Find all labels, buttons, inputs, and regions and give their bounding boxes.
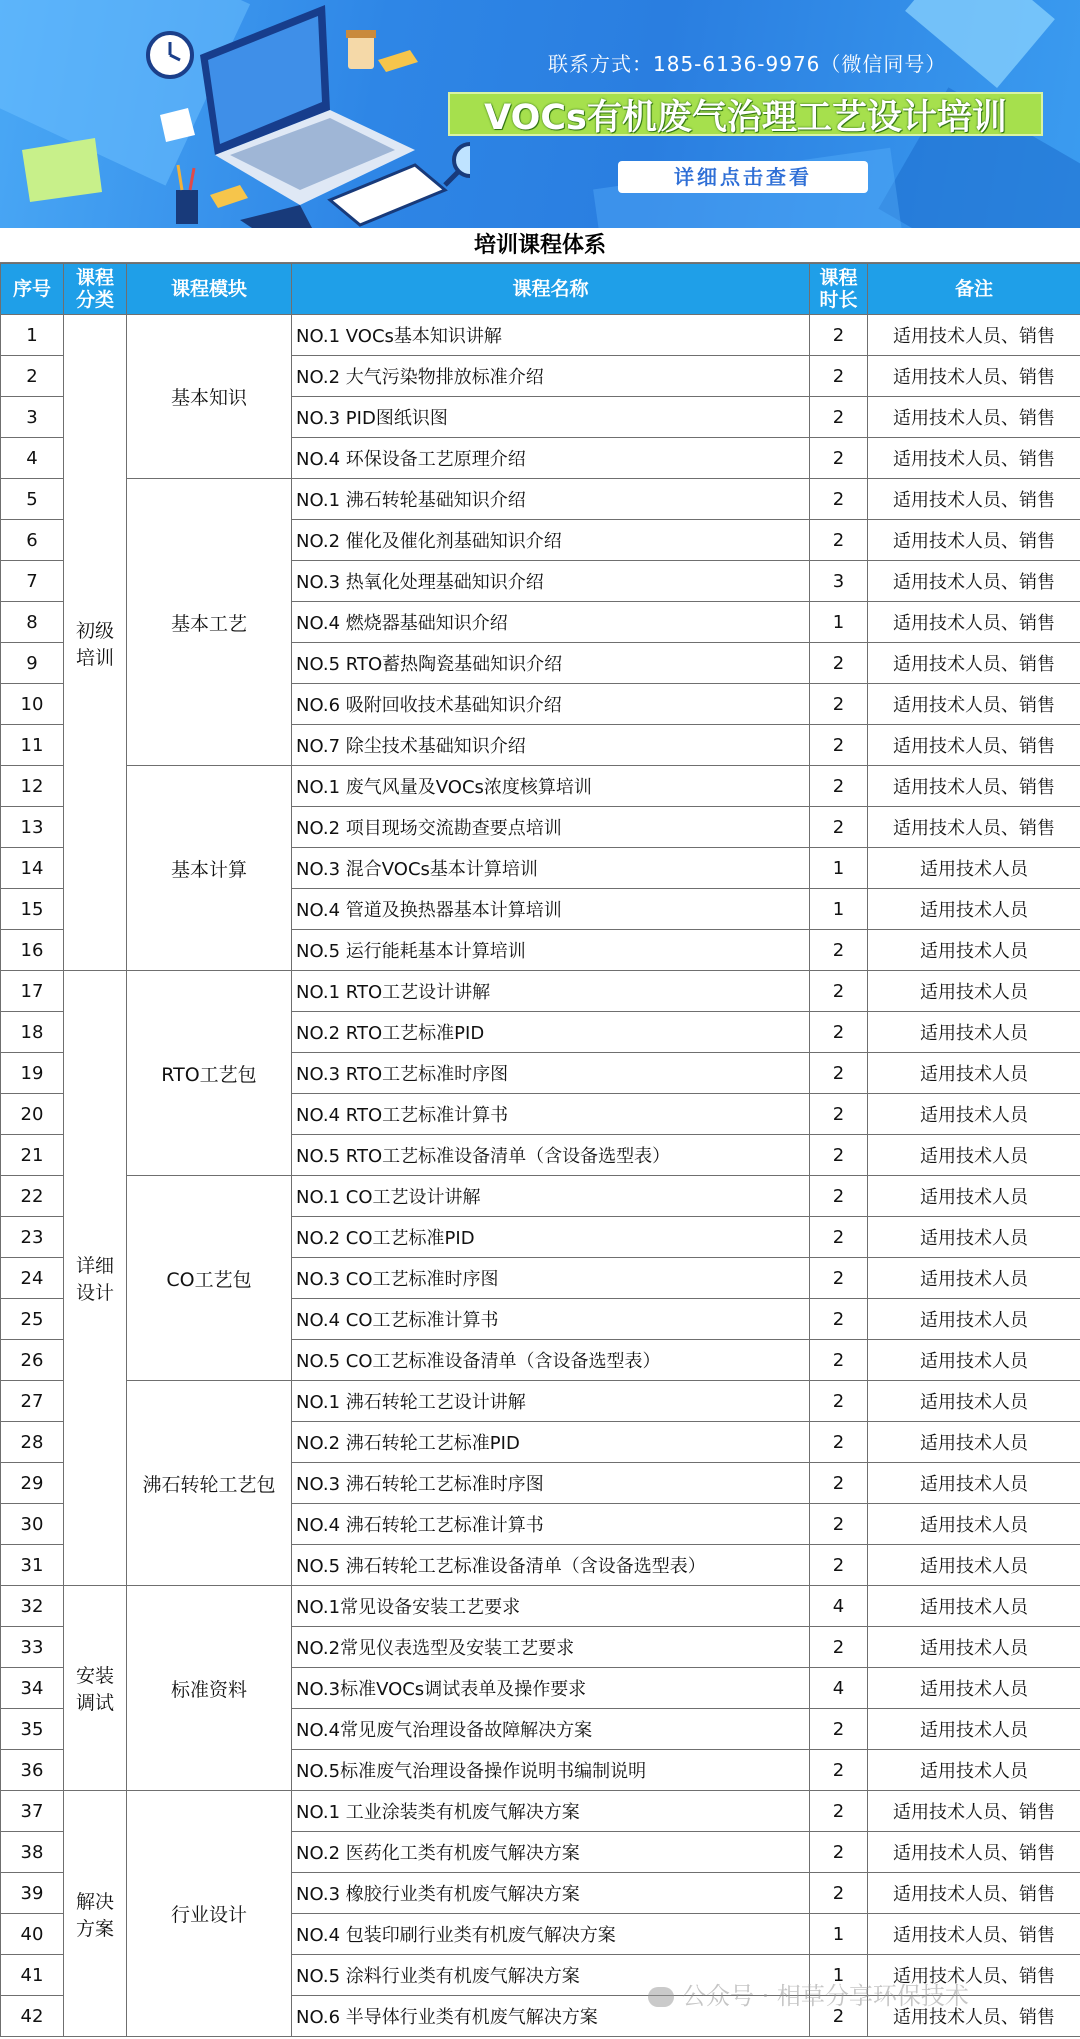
course-remark: 适用技术人员、销售	[868, 397, 1080, 438]
category-cell: 安装调试	[64, 1586, 127, 1791]
course-duration: 2	[810, 643, 868, 684]
course-duration: 2	[810, 397, 868, 438]
table-row	[1, 315, 1080, 356]
course-remark: 适用技术人员	[868, 1750, 1080, 1791]
table-row	[1, 766, 1080, 807]
row-number: 41	[1, 1955, 64, 1996]
course-duration: 2	[810, 1217, 868, 1258]
course-name: NO.1 VOCs基本知识讲解	[292, 315, 810, 356]
module-cell: CO工艺包	[127, 1176, 292, 1381]
course-duration: 2	[810, 1176, 868, 1217]
row-number: 29	[1, 1463, 64, 1504]
header-category: 课程分类	[64, 264, 127, 315]
course-name: NO.4 CO工艺标准计算书	[292, 1299, 810, 1340]
course-name: NO.3 PID图纸识图	[292, 397, 810, 438]
course-name: NO.1 RTO工艺设计讲解	[292, 971, 810, 1012]
course-name: NO.1 沸石转轮工艺设计讲解	[292, 1381, 810, 1422]
table-body	[1, 315, 1080, 2037]
course-remark: 适用技术人员	[868, 1135, 1080, 1176]
course-remark: 适用技术人员、销售	[868, 1832, 1080, 1873]
course-remark: 适用技术人员	[868, 930, 1080, 971]
module-cell: 基本知识	[127, 315, 292, 479]
row-number: 7	[1, 561, 64, 602]
course-duration: 2	[810, 725, 868, 766]
contact-info: 联系方式：185-6136-9976（微信同号）	[548, 52, 947, 76]
course-name: NO.1 CO工艺设计讲解	[292, 1176, 810, 1217]
course-remark: 适用技术人员、销售	[868, 356, 1080, 397]
course-duration: 2	[810, 1791, 868, 1832]
table-row	[1, 1586, 1080, 1627]
course-table	[0, 263, 1080, 2037]
course-duration: 2	[810, 1750, 868, 1791]
course-name: NO.5 RTO工艺标准设备清单（含设备选型表）	[292, 1135, 810, 1176]
course-duration: 2	[810, 1545, 868, 1586]
course-name: NO.4常见废气治理设备故障解决方案	[292, 1709, 810, 1750]
row-number: 37	[1, 1791, 64, 1832]
header-name: 课程名称	[292, 264, 810, 315]
course-remark: 适用技术人员、销售	[868, 315, 1080, 356]
row-number: 34	[1, 1668, 64, 1709]
row-number: 9	[1, 643, 64, 684]
watermark	[648, 1976, 969, 2011]
row-number: 28	[1, 1422, 64, 1463]
course-duration: 2	[810, 1299, 868, 1340]
course-name: NO.4 包装印刷行业类有机废气解决方案	[292, 1914, 810, 1955]
row-number: 32	[1, 1586, 64, 1627]
course-remark: 适用技术人员、销售	[868, 1955, 1080, 1996]
course-duration: 2	[810, 1258, 868, 1299]
course-remark: 适用技术人员	[868, 1340, 1080, 1381]
row-number: 23	[1, 1217, 64, 1258]
course-duration: 2	[810, 766, 868, 807]
course-name: NO.1 工业涂装类有机废气解决方案	[292, 1791, 810, 1832]
course-remark: 适用技术人员、销售	[868, 561, 1080, 602]
row-number: 38	[1, 1832, 64, 1873]
course-duration: 3	[810, 561, 868, 602]
course-duration: 1	[810, 1914, 868, 1955]
course-duration: 4	[810, 1668, 868, 1709]
row-number: 6	[1, 520, 64, 561]
table-header-row	[1, 264, 1080, 315]
wechat-icon	[648, 1987, 674, 2007]
course-name: NO.2 RTO工艺标准PID	[292, 1012, 810, 1053]
category-cell: 详细设计	[64, 971, 127, 1586]
course-remark: 适用技术人员	[868, 1381, 1080, 1422]
course-remark: 适用技术人员、销售	[868, 766, 1080, 807]
course-remark: 适用技术人员	[868, 1504, 1080, 1545]
course-remark: 适用技术人员、销售	[868, 602, 1080, 643]
row-number: 17	[1, 971, 64, 1012]
course-name: NO.1常见设备安装工艺要求	[292, 1586, 810, 1627]
course-duration: 2	[810, 971, 868, 1012]
module-cell: RTO工艺包	[127, 971, 292, 1176]
course-remark: 适用技术人员	[868, 1176, 1080, 1217]
course-name: NO.6 吸附回收技术基础知识介绍	[292, 684, 810, 725]
row-number: 25	[1, 1299, 64, 1340]
module-cell: 标准资料	[127, 1586, 292, 1791]
table-title: 培训课程体系	[0, 228, 1080, 263]
course-name: NO.6 半导体行业类有机废气解决方案	[292, 1996, 810, 2037]
course-remark: 适用技术人员、销售	[868, 479, 1080, 520]
row-number: 2	[1, 356, 64, 397]
course-duration: 1	[810, 889, 868, 930]
row-number: 8	[1, 602, 64, 643]
category-cell: 解决方案	[64, 1791, 127, 2037]
course-name: NO.2 沸石转轮工艺标准PID	[292, 1422, 810, 1463]
header-duration: 课程时长	[810, 264, 868, 315]
course-duration: 2	[810, 1094, 868, 1135]
course-duration: 2	[810, 1832, 868, 1873]
table-row	[1, 1176, 1080, 1217]
course-name: NO.4 管道及换热器基本计算培训	[292, 889, 810, 930]
row-number: 33	[1, 1627, 64, 1668]
row-number: 39	[1, 1873, 64, 1914]
course-remark: 适用技术人员	[868, 848, 1080, 889]
course-duration: 1	[810, 848, 868, 889]
row-number: 31	[1, 1545, 64, 1586]
view-details-button[interactable]: 详细点击查看	[618, 161, 868, 193]
course-name: NO.2 项目现场交流勘查要点培训	[292, 807, 810, 848]
course-name: NO.5 RTO蓄热陶瓷基础知识介绍	[292, 643, 810, 684]
course-duration: 2	[810, 1135, 868, 1176]
course-remark: 适用技术人员	[868, 1258, 1080, 1299]
course-remark: 适用技术人员、销售	[868, 807, 1080, 848]
row-number: 19	[1, 1053, 64, 1094]
course-remark: 适用技术人员、销售	[868, 438, 1080, 479]
row-number: 5	[1, 479, 64, 520]
course-remark: 适用技术人员、销售	[868, 1791, 1080, 1832]
course-name: NO.3 CO工艺标准时序图	[292, 1258, 810, 1299]
row-number: 13	[1, 807, 64, 848]
header-no: 序号	[1, 264, 64, 315]
course-remark: 适用技术人员	[868, 1668, 1080, 1709]
row-number: 10	[1, 684, 64, 725]
banner[interactable]	[0, 0, 1080, 228]
row-number: 22	[1, 1176, 64, 1217]
course-duration: 2	[810, 930, 868, 971]
module-cell: 沸石转轮工艺包	[127, 1381, 292, 1586]
course-name: NO.1 废气风量及VOCs浓度核算培训	[292, 766, 810, 807]
row-number: 40	[1, 1914, 64, 1955]
course-name: NO.2 医药化工类有机废气解决方案	[292, 1832, 810, 1873]
header-remark: 备注	[868, 264, 1080, 315]
laptop-illustration	[0, 0, 470, 228]
course-remark: 适用技术人员	[868, 1299, 1080, 1340]
course-duration: 2	[810, 807, 868, 848]
course-name: NO.5 涂料行业类有机废气解决方案	[292, 1955, 810, 1996]
row-number: 21	[1, 1135, 64, 1176]
course-duration: 2	[810, 1053, 868, 1094]
course-remark: 适用技术人员	[868, 1545, 1080, 1586]
row-number: 26	[1, 1340, 64, 1381]
course-remark: 适用技术人员	[868, 1627, 1080, 1668]
course-duration: 1	[810, 1955, 868, 1996]
course-remark: 适用技术人员、销售	[868, 1873, 1080, 1914]
row-number: 36	[1, 1750, 64, 1791]
course-duration: 2	[810, 1873, 868, 1914]
course-duration: 2	[810, 1996, 868, 2037]
course-duration: 2	[810, 1012, 868, 1053]
course-name: NO.2 大气污染物排放标准介绍	[292, 356, 810, 397]
row-number: 35	[1, 1709, 64, 1750]
row-number: 1	[1, 315, 64, 356]
module-cell: 基本工艺	[127, 479, 292, 766]
row-number: 24	[1, 1258, 64, 1299]
course-name: NO.3 橡胶行业类有机废气解决方案	[292, 1873, 810, 1914]
course-remark: 适用技术人员	[868, 1586, 1080, 1627]
table-row	[1, 479, 1080, 520]
course-name: NO.4 沸石转轮工艺标准计算书	[292, 1504, 810, 1545]
course-remark: 适用技术人员	[868, 971, 1080, 1012]
course-duration: 2	[810, 520, 868, 561]
row-number: 16	[1, 930, 64, 971]
course-name: NO.2常见仪表选型及安装工艺要求	[292, 1627, 810, 1668]
course-duration: 1	[810, 602, 868, 643]
row-number: 20	[1, 1094, 64, 1135]
course-name: NO.1 沸石转轮基础知识介绍	[292, 479, 810, 520]
row-number: 15	[1, 889, 64, 930]
course-name: NO.2 CO工艺标准PID	[292, 1217, 810, 1258]
category-cell: 初级培训	[64, 315, 127, 971]
course-name: NO.3 沸石转轮工艺标准时序图	[292, 1463, 810, 1504]
course-name: NO.5 沸石转轮工艺标准设备清单（含设备选型表）	[292, 1545, 810, 1586]
row-number: 30	[1, 1504, 64, 1545]
row-number: 42	[1, 1996, 64, 2037]
course-remark: 适用技术人员	[868, 889, 1080, 930]
module-cell: 行业设计	[127, 1791, 292, 2037]
course-remark: 适用技术人员、销售	[868, 725, 1080, 766]
row-number: 14	[1, 848, 64, 889]
course-name: NO.4 燃烧器基础知识介绍	[292, 602, 810, 643]
course-name: NO.5 运行能耗基本计算培训	[292, 930, 810, 971]
row-number: 27	[1, 1381, 64, 1422]
course-name: NO.5标准废气治理设备操作说明书编制说明	[292, 1750, 810, 1791]
course-name: NO.3 混合VOCs基本计算培训	[292, 848, 810, 889]
course-name: NO.5 CO工艺标准设备清单（含设备选型表）	[292, 1340, 810, 1381]
course-name: NO.2 催化及催化剂基础知识介绍	[292, 520, 810, 561]
course-remark: 适用技术人员	[868, 1053, 1080, 1094]
course-duration: 2	[810, 684, 868, 725]
header-module: 课程模块	[127, 264, 292, 315]
row-number: 12	[1, 766, 64, 807]
course-remark: 适用技术人员、销售	[868, 1996, 1080, 2037]
course-duration: 2	[810, 1422, 868, 1463]
course-duration: 2	[810, 1709, 868, 1750]
course-duration: 2	[810, 1381, 868, 1422]
course-duration: 2	[810, 1504, 868, 1545]
course-duration: 2	[810, 479, 868, 520]
row-number: 3	[1, 397, 64, 438]
banner-title: VOCs有机废气治理工艺设计培训	[484, 98, 1007, 138]
course-remark: 适用技术人员	[868, 1217, 1080, 1258]
course-name: NO.3标准VOCs调试表单及操作要求	[292, 1668, 810, 1709]
course-remark: 适用技术人员、销售	[868, 520, 1080, 561]
course-remark: 适用技术人员	[868, 1094, 1080, 1135]
course-duration: 2	[810, 1340, 868, 1381]
course-duration: 4	[810, 1586, 868, 1627]
table-row	[1, 1381, 1080, 1422]
course-remark: 适用技术人员	[868, 1709, 1080, 1750]
course-name: NO.3 热氧化处理基础知识介绍	[292, 561, 810, 602]
course-remark: 适用技术人员、销售	[868, 684, 1080, 725]
course-remark: 适用技术人员、销售	[868, 1914, 1080, 1955]
row-number: 18	[1, 1012, 64, 1053]
row-number: 11	[1, 725, 64, 766]
row-number: 4	[1, 438, 64, 479]
course-name: NO.4 RTO工艺标准计算书	[292, 1094, 810, 1135]
course-remark: 适用技术人员、销售	[868, 643, 1080, 684]
course-duration: 2	[810, 315, 868, 356]
course-name: NO.3 RTO工艺标准时序图	[292, 1053, 810, 1094]
course-name: NO.4 环保设备工艺原理介绍	[292, 438, 810, 479]
table-row	[1, 971, 1080, 1012]
course-duration: 2	[810, 356, 868, 397]
course-duration: 2	[810, 1627, 868, 1668]
course-name: NO.7 除尘技术基础知识介绍	[292, 725, 810, 766]
course-duration: 2	[810, 438, 868, 479]
watermark-text: 公众号 · 相草分享环保技术	[682, 1982, 969, 2010]
course-remark: 适用技术人员	[868, 1463, 1080, 1504]
course-remark: 适用技术人员	[868, 1012, 1080, 1053]
table-row	[1, 1791, 1080, 1832]
course-remark: 适用技术人员	[868, 1422, 1080, 1463]
module-cell: 基本计算	[127, 766, 292, 971]
course-duration: 2	[810, 1463, 868, 1504]
